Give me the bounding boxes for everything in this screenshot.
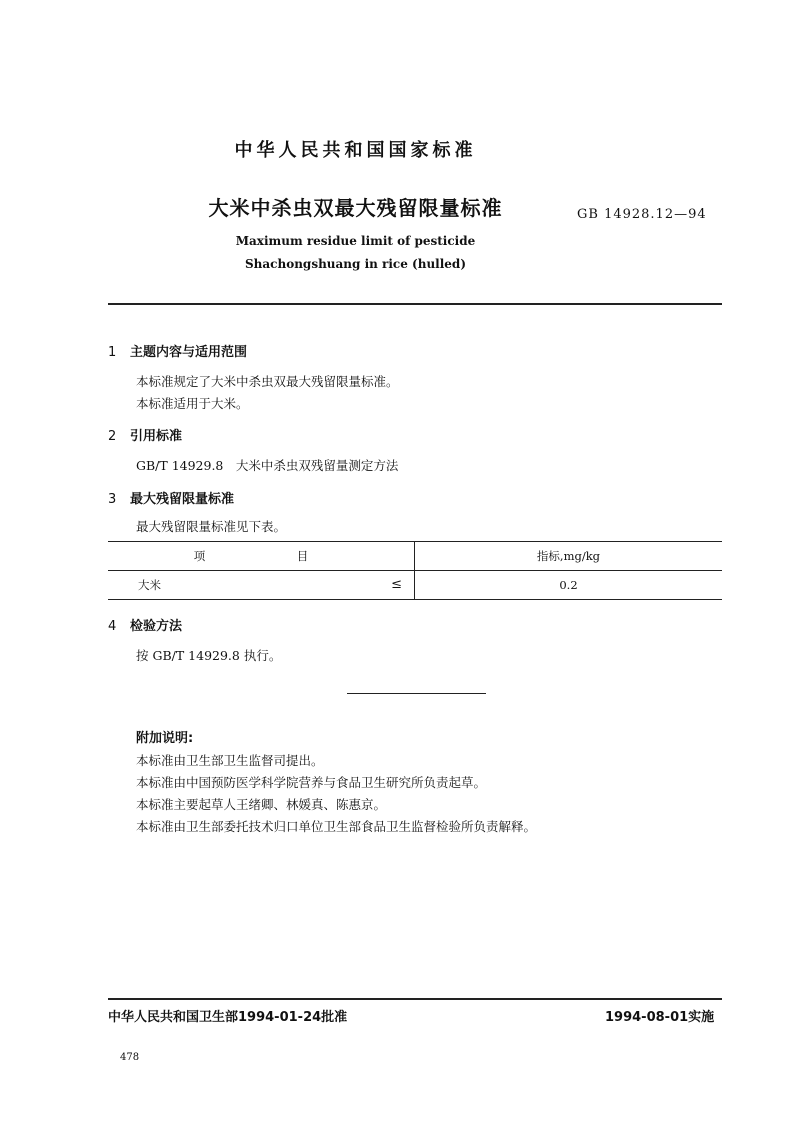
section-number: 3 — [108, 492, 117, 507]
section-3-paragraph: 最大残留限量标准见下表。 — [136, 519, 287, 534]
section-number: 4 — [108, 619, 117, 634]
table-row — [108, 571, 722, 600]
note-line: 本标准由卫生部卫生监督司提出。 — [136, 753, 324, 768]
section-title: 主题内容与适用范围 — [130, 345, 248, 360]
header-divider — [108, 303, 722, 305]
table-cell-value: 0.2 — [415, 571, 723, 600]
table-header-row — [108, 542, 722, 571]
page-number: 478 — [120, 1052, 140, 1063]
section-3-heading — [108, 488, 234, 507]
operator-symbol: ≤ — [391, 577, 402, 592]
standard-title-en-line2: Shachongshuang in rice (hulled) — [245, 257, 466, 271]
section-number: 1 — [108, 345, 117, 360]
standard-number: GB 14928.12—94 — [577, 207, 707, 222]
residue-limit-table — [108, 541, 722, 600]
section-2-heading — [108, 425, 182, 444]
section-1-paragraph: 本标准规定了大米中杀虫双最大残留限量标准。 — [136, 374, 399, 389]
issuing-authority-heading: 中华人民共和国国家标准 — [234, 140, 477, 161]
end-divider — [347, 693, 486, 694]
section-2-paragraph: GB/T 14929.8 大米中杀虫双残留量测定方法 — [136, 458, 399, 473]
note-line: 本标准由卫生部委托技术归口单位卫生部食品卫生监督检验所负责解释。 — [136, 819, 537, 834]
note-line: 本标准主要起草人王绪卿、林媛真、陈惠京。 — [136, 797, 387, 812]
section-4-paragraph: 按 GB/T 14929.8 执行。 — [136, 648, 282, 663]
table-header-cell: 项 目 — [108, 542, 415, 571]
section-title: 检验方法 — [130, 619, 183, 634]
section-number: 2 — [108, 429, 117, 444]
approval-date: 中华人民共和国卫生部1994-01-24批准 — [108, 1010, 348, 1025]
section-4-heading — [108, 615, 182, 634]
section-title: 引用标准 — [130, 429, 183, 444]
section-1-paragraph: 本标准适用于大米。 — [136, 396, 249, 411]
table-header-cell: 指标,mg/kg — [415, 542, 723, 571]
note-line: 本标准由中国预防医学科学院营养与食品卫生研究所负责起草。 — [136, 775, 487, 790]
standard-title-en-line1: Maximum residue limit of pesticide — [235, 234, 476, 248]
section-title: 最大残留限量标准 — [130, 492, 235, 507]
section-1-heading — [108, 341, 247, 360]
standard-title-cn: 大米中杀虫双最大残留限量标准 — [208, 196, 503, 220]
table-cell-item — [108, 571, 415, 600]
item-name: 大米 — [138, 578, 161, 592]
notes-title: 附加说明: — [136, 731, 194, 746]
implementation-date: 1994-08-01实施 — [605, 1010, 715, 1025]
footer-divider — [108, 998, 722, 1000]
